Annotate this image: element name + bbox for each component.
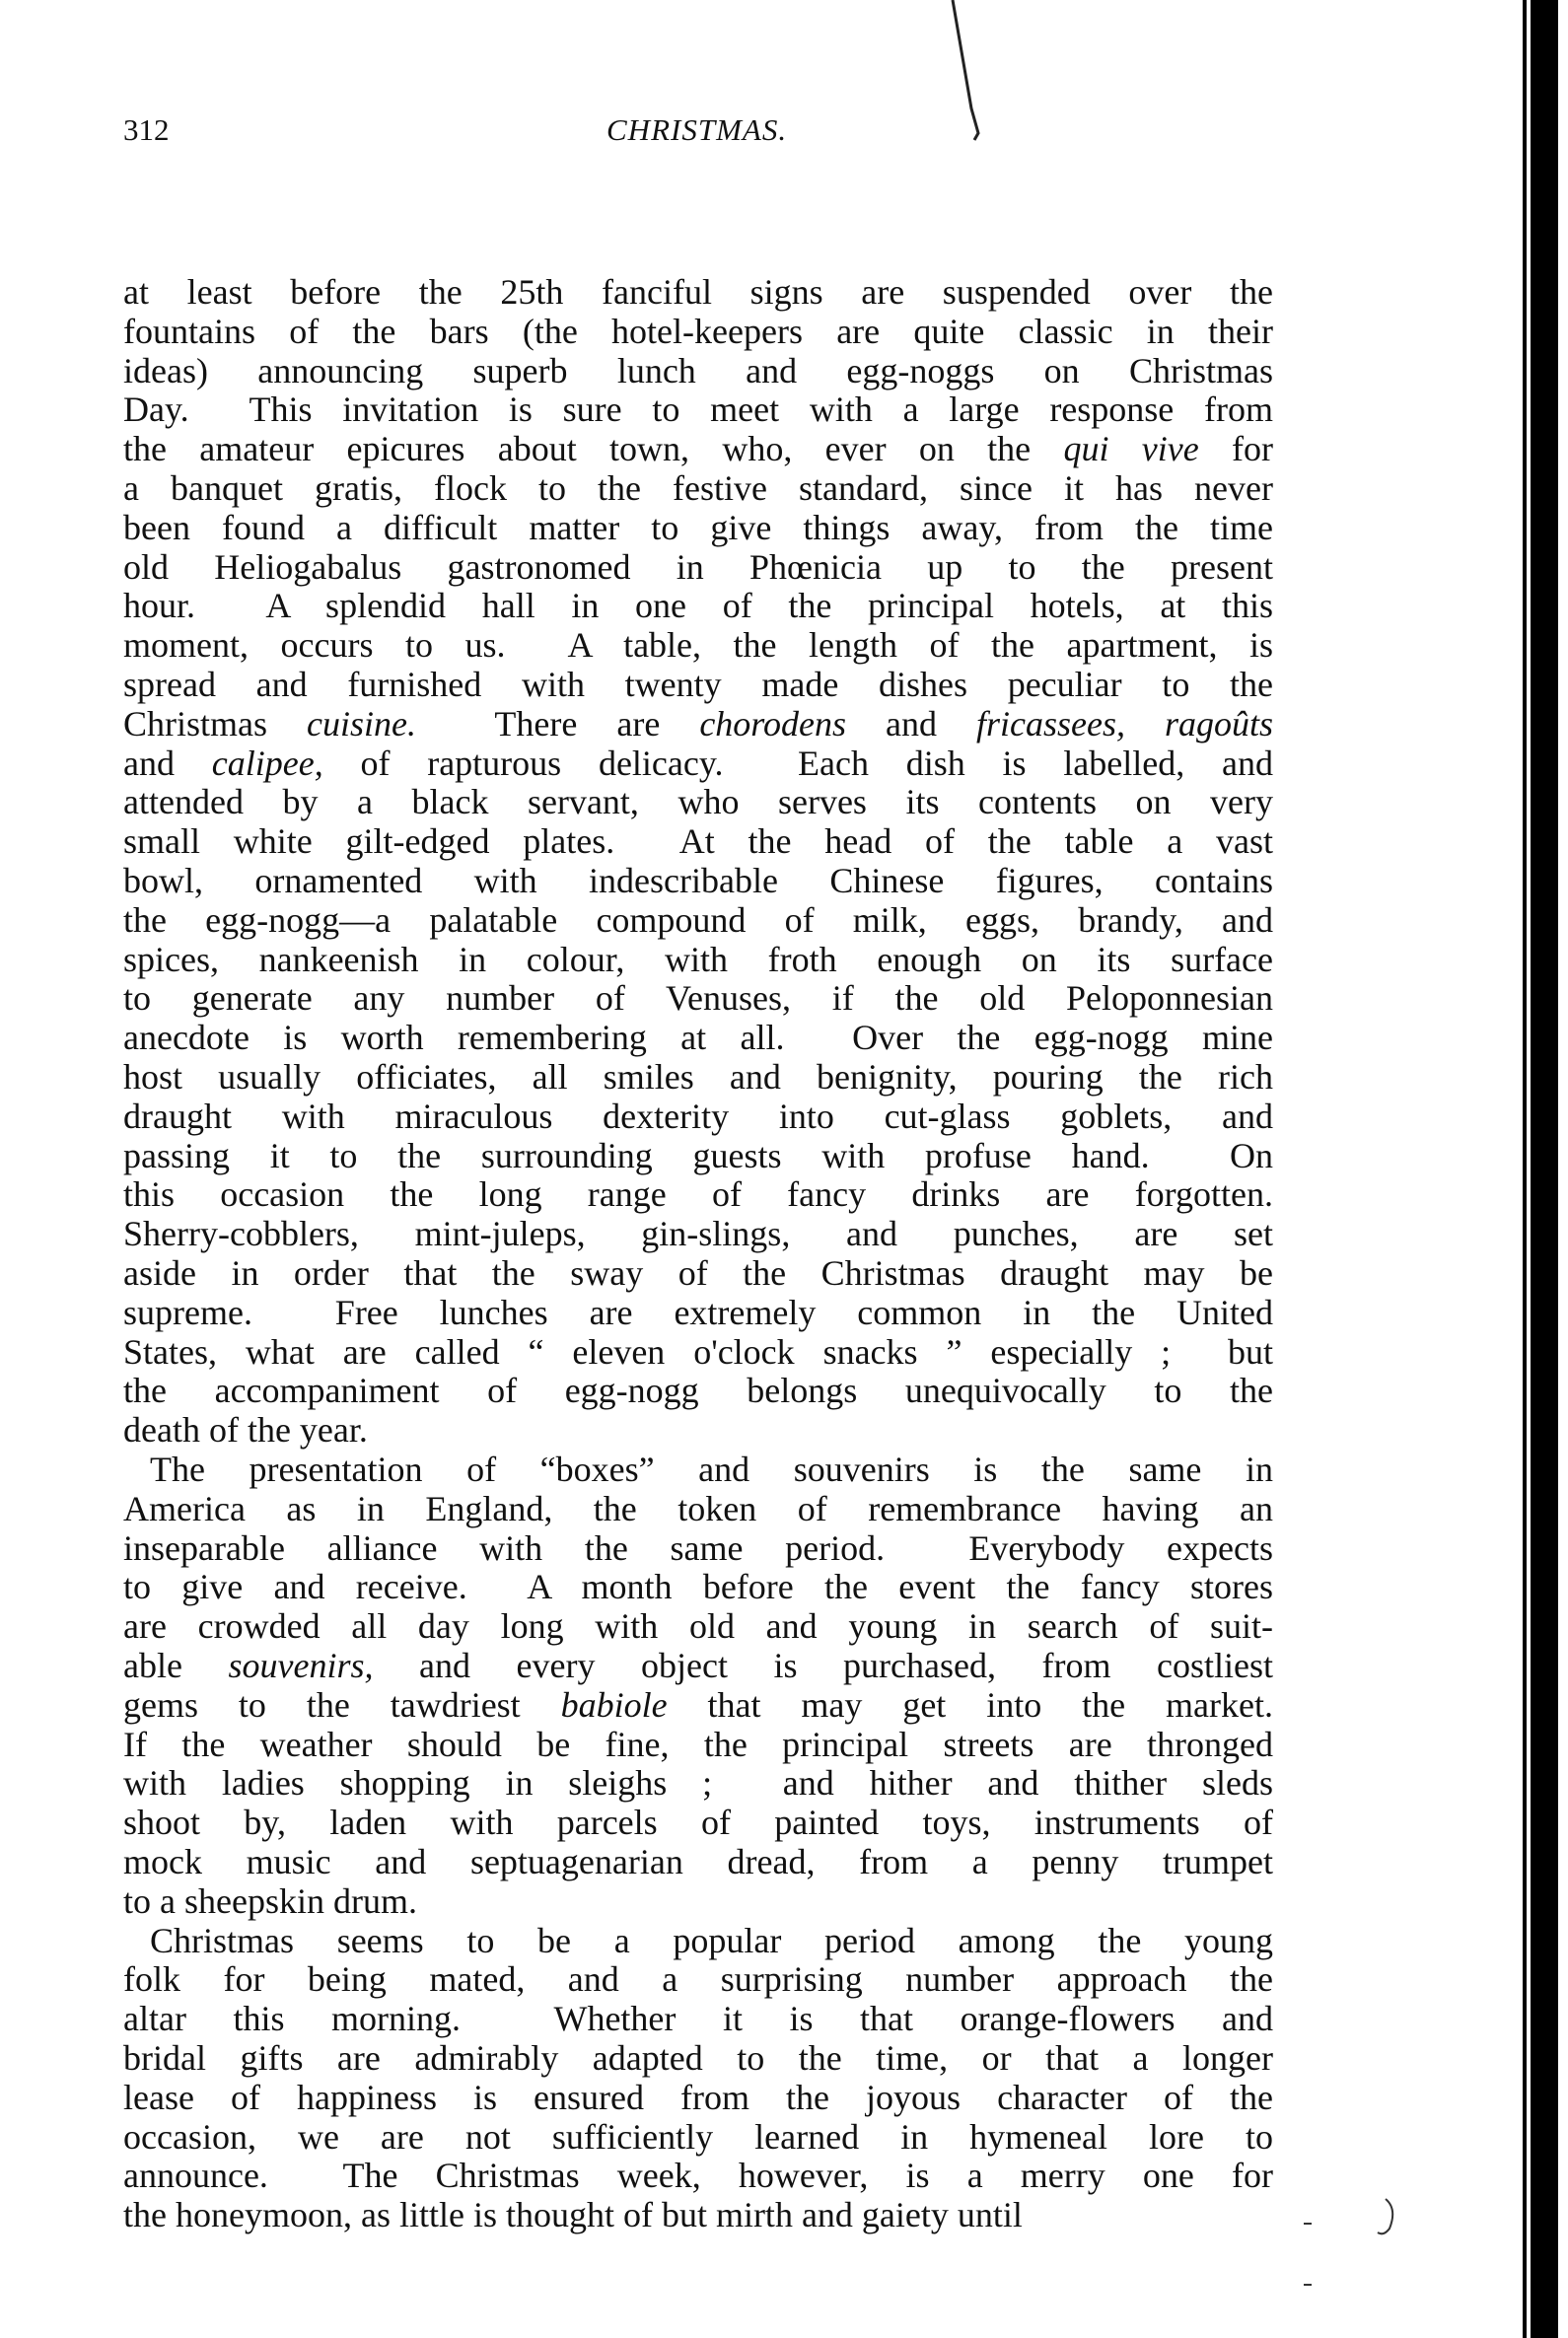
text-line — [123, 1174, 1273, 1214]
text-line — [123, 2156, 1273, 2195]
margin-dash — [1304, 2284, 1312, 2286]
italic-text: chorodens — [699, 703, 846, 744]
text-segment: able — [123, 1646, 229, 1685]
text-line — [123, 272, 1273, 312]
text-segment: host usually officiates, all smiles and benignity, pouring the rich — [123, 1057, 1273, 1097]
pencil-stroke-mark — [953, 0, 978, 140]
text-line — [123, 782, 1273, 821]
text-line — [123, 1881, 1273, 1921]
text-segment: attended by a black servant, who serves its contents on very — [123, 782, 1273, 822]
page-edge-line — [1523, 0, 1527, 2338]
italic-text: fricassees, — [975, 703, 1125, 744]
text-segment: folk for being mated, and a surprising number approach the — [123, 1959, 1273, 2000]
text-segment: spices, nankeenish in colour, with froth enough on its surface — [123, 939, 1273, 979]
italic-text: souvenirs, — [228, 1646, 374, 1685]
text-line — [123, 1410, 1273, 1450]
running-head: CHRISTMAS. — [606, 112, 788, 147]
text-line — [123, 1999, 1273, 2038]
text-segment: of rapturous delicacy. Each dish is labelled, and — [322, 743, 1273, 783]
text-segment: ideas) announcing superb lunch and egg-noggs on Christmas — [123, 350, 1273, 390]
text-segment: shoot by, laden with parcels of painted toys, instruments of — [123, 1803, 1273, 1843]
text-segment: that may get into the market. — [667, 1684, 1273, 1725]
text-line — [123, 312, 1273, 351]
text-line — [123, 1097, 1273, 1136]
text-segment: for — [1198, 429, 1273, 469]
text-segment: with ladies shopping in sleighs ; and hither and thither sleds — [123, 1763, 1273, 1804]
text-line — [123, 1685, 1273, 1725]
text-line — [123, 821, 1273, 861]
text-line — [123, 978, 1273, 1018]
text-line — [123, 1646, 1273, 1685]
text-segment: been found a difficult matter to give things away, from the time — [123, 507, 1273, 547]
italic-text: ragoûts — [1164, 703, 1273, 744]
text-segment: fountains of the bars (the hotel-keepers are quite classic in their — [123, 311, 1273, 351]
text-segment: mock music and septuagenarian dread, from a penny trumpet — [123, 1842, 1273, 1881]
margin-dash — [1304, 2223, 1312, 2225]
text-segment: the accompaniment of egg-nogg belongs unequivocally to the — [123, 1371, 1273, 1411]
text-segment: small white gilt-edged plates. At the head of the table a vast — [123, 821, 1273, 862]
text-line — [123, 508, 1273, 547]
text-segment: and — [845, 703, 976, 744]
text-segment: to generate any number of Venuses, if the old Peloponnesian — [123, 978, 1273, 1019]
text-segment: and every object is purchased, from costliest — [373, 1646, 1273, 1685]
text-segment: announce. The Christmas week, however, is a merry one for — [123, 2156, 1273, 2196]
text-segment: Christmas — [123, 703, 308, 744]
text-segment: aside in order that the sway of the Christmas draught may be — [123, 1253, 1273, 1293]
text-segment: old Heliogabalus gastronomed in Phœnicia up to the present — [123, 546, 1273, 587]
text-segment: passing it to the surrounding guests with profuse hand. On — [123, 1135, 1273, 1175]
text-line — [123, 547, 1273, 587]
text-segment: Sherry-cobblers, mint-juleps, gin-slings, and punches, are set — [123, 1214, 1273, 1254]
text-segment: anecdote is worth remembering at all. Over the egg-nogg mine — [123, 1018, 1273, 1058]
text-segment — [1125, 704, 1165, 744]
text-segment: inseparable alliance with the same period. Everybody expects — [123, 1527, 1273, 1568]
text-line — [123, 1371, 1273, 1410]
text-segment: supreme. Free lunches are extremely common in the United — [123, 1292, 1273, 1332]
italic-text: cuisine. — [307, 703, 417, 744]
text-segment: this occasion the long range of fancy drinks are forgotten. — [123, 1174, 1273, 1215]
text-segment: and — [123, 743, 212, 783]
text-line — [123, 1253, 1273, 1293]
text-segment: the honeymoon, as little is thought of but mirth and gaiety until — [123, 2195, 1023, 2235]
text-segment: gems to the tawdriest — [123, 1684, 561, 1725]
text-segment: the egg-nogg—a palatable compound of milk, eggs, brandy, and — [123, 899, 1273, 940]
text-segment: Christmas seems to be a popular period among the young — [150, 1920, 1273, 1960]
text-line — [123, 1018, 1273, 1057]
text-segment: at least before the 25th fanciful signs are suspended over the — [123, 272, 1273, 312]
text-segment: the amateur epicures about town, who, ever on the — [123, 429, 1064, 469]
text-line — [123, 900, 1273, 940]
text-line — [150, 1921, 1273, 1960]
text-line — [123, 1528, 1273, 1568]
text-line — [123, 1332, 1273, 1372]
text-segment: death of the year. — [123, 1410, 368, 1451]
text-segment: are crowded all day long with old and young in search of suit- — [123, 1606, 1273, 1647]
text-segment: The presentation of “boxes” and souvenirs is the same in — [150, 1450, 1273, 1489]
text-line — [123, 2117, 1273, 2157]
text-line — [123, 2038, 1273, 2078]
text-line — [123, 1959, 1273, 1999]
text-line — [123, 2195, 1273, 2234]
text-segment: to give and receive. A month before the event the fancy stores — [123, 1567, 1273, 1607]
text-line — [123, 586, 1273, 625]
text-line — [123, 390, 1273, 429]
text-line — [123, 940, 1273, 979]
text-segment: altar this morning. Whether it is that orange-flowers and — [123, 1999, 1273, 2039]
text-line — [123, 1214, 1273, 1253]
text-line — [123, 2078, 1273, 2117]
text-line — [123, 1725, 1273, 1764]
text-segment: to a sheepskin drum. — [123, 1880, 417, 1921]
text-line — [123, 1489, 1273, 1528]
text-line — [123, 744, 1273, 783]
text-line — [123, 625, 1273, 665]
text-line — [150, 1450, 1273, 1489]
text-line — [123, 1293, 1273, 1332]
margin-mark — [1378, 2199, 1392, 2233]
text-segment: States, what are called “ eleven o'clock snacks ” especially ; but — [123, 1331, 1273, 1372]
italic-text: calipee, — [211, 743, 323, 783]
text-segment: If the weather should be fine, the principal streets are thronged — [123, 1724, 1273, 1764]
text-segment: bridal gifts are admirably adapted to the time, or that a longer — [123, 2038, 1273, 2078]
text-segment: bowl, ornamented with indescribable Chinese figures, contains — [123, 861, 1273, 900]
text-line — [123, 468, 1273, 508]
text-segment: a banquet gratis, flock to the festive standard, since it has never — [123, 468, 1273, 508]
text-segment: hour. A splendid hall in one of the principal hotels, at this — [123, 586, 1273, 626]
text-line — [123, 1057, 1273, 1097]
text-line — [123, 665, 1273, 704]
text-line — [123, 429, 1273, 468]
text-segment: Day. This invitation is sure to meet with a large response from — [123, 390, 1273, 430]
text-line — [123, 1803, 1273, 1842]
text-segment: occasion, we are not sufficiently learned in hymeneal lore to — [123, 2116, 1273, 2157]
text-line — [123, 1136, 1273, 1175]
text-segment: moment, occurs to us. A table, the length of the apartment, is — [123, 625, 1273, 666]
text-segment: spread and furnished with twenty made dishes peculiar to the — [123, 665, 1273, 704]
text-line — [123, 1606, 1273, 1646]
text-line — [123, 861, 1273, 900]
text-line — [123, 1763, 1273, 1803]
italic-text: babiole — [560, 1684, 668, 1725]
text-line — [123, 1567, 1273, 1606]
text-segment: America as in England, the token of remembrance having an — [123, 1488, 1273, 1528]
text-segment: lease of happiness is ensured from the joyous character of the — [123, 2077, 1273, 2117]
text-line — [123, 1842, 1273, 1881]
italic-text: qui vive — [1063, 429, 1199, 469]
text-segment: draught with miraculous dexterity into cut-glass goblets, and — [123, 1096, 1273, 1136]
page-edge-binding-shadow — [1531, 0, 1558, 2338]
text-segment: There are — [416, 703, 700, 744]
page-number: 312 — [123, 112, 170, 147]
text-line — [123, 351, 1273, 390]
text-line — [123, 704, 1273, 744]
